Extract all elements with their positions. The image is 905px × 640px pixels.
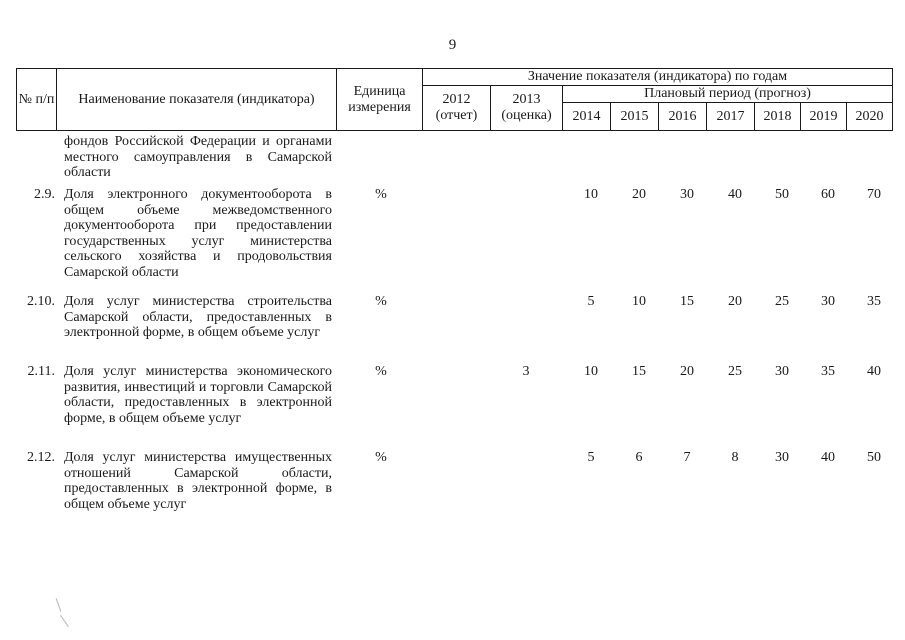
value-2015: 10 — [632, 294, 646, 309]
value-2017: 25 — [728, 364, 742, 379]
value-2020: 70 — [867, 187, 881, 202]
unit: % — [375, 294, 387, 309]
value-2015: 20 — [632, 187, 646, 202]
header-values-group: Значение показателя (индикатора) по годам — [423, 69, 893, 86]
row-number: 2.10. — [27, 294, 55, 309]
header-year: 2014 — [563, 103, 611, 131]
value-2016: 20 — [680, 364, 694, 379]
row-number: 2.12. — [27, 450, 55, 465]
header-year-2012: 2012 (отчет) — [423, 86, 491, 131]
scan-artifact — [60, 615, 69, 627]
value-2014: 5 — [587, 450, 595, 465]
header-year-2013: 2013 (оценка) — [491, 86, 563, 131]
indicator-name: фондов Российской Федерации и органами местного самоуправления в Самарской области — [64, 134, 332, 181]
value-2016: 30 — [680, 187, 694, 202]
header-year: 2019 — [801, 103, 847, 131]
row-number: 2.9. — [34, 187, 55, 202]
value-2018: 30 — [775, 364, 789, 379]
value-2018: 25 — [775, 294, 789, 309]
value-2014: 10 — [584, 187, 598, 202]
header-name: Наименование показателя (индикатора) — [57, 69, 337, 131]
header-year: 2015 — [611, 103, 659, 131]
value-2017: 20 — [728, 294, 742, 309]
value-2020: 35 — [867, 294, 881, 309]
header-year: 2020 — [847, 103, 893, 131]
value-2017: 40 — [728, 187, 742, 202]
value-2013: 3 — [522, 364, 530, 379]
value-2018: 30 — [775, 450, 789, 465]
header-year: 2016 — [659, 103, 707, 131]
header-year: 2017 — [707, 103, 755, 131]
value-2016: 7 — [683, 450, 691, 465]
indicator-name: Доля услуг министерства экономического развития, инвестиций и торговли Самарской области, предоставленных в электронной форме, в общем объеме услуг — [64, 364, 332, 426]
indicator-table-header — [16, 68, 893, 131]
value-2019: 40 — [821, 450, 835, 465]
value-2016: 15 — [680, 294, 694, 309]
unit: % — [375, 450, 387, 465]
value-2019: 35 — [821, 364, 835, 379]
unit: % — [375, 364, 387, 379]
header-year: 2018 — [755, 103, 801, 131]
value-2018: 50 — [775, 187, 789, 202]
value-2015: 6 — [635, 450, 643, 465]
unit: % — [375, 187, 387, 202]
indicator-name: Доля услуг министерства строительства Самарской области, предоставленных в электронной форме, в общем объеме услуг — [64, 294, 332, 341]
header-planned-group: Плановый период (прогноз) — [563, 86, 893, 103]
row-number: 2.11. — [27, 364, 55, 379]
header-num: № п/п — [17, 69, 57, 131]
value-2020: 50 — [867, 450, 881, 465]
value-2020: 40 — [867, 364, 881, 379]
value-2015: 15 — [632, 364, 646, 379]
value-2017: 8 — [731, 450, 739, 465]
value-2014: 10 — [584, 364, 598, 379]
header-unit: Единица измерения — [337, 69, 423, 131]
value-2019: 60 — [821, 187, 835, 202]
indicator-name: Доля услуг министерства имущественных отношений Самарской области, предоставленных в электронной форме, в общем объеме услуг — [64, 450, 332, 512]
page-number: 9 — [448, 37, 457, 53]
value-2019: 30 — [821, 294, 835, 309]
value-2014: 5 — [587, 294, 595, 309]
scan-artifact — [56, 598, 62, 611]
indicator-name: Доля электронного документооборота в общем объеме межведомственного документооборота при предоставлении государственных услуг министерства сельского хозяйства и продовольствия Самарской области — [64, 187, 332, 280]
